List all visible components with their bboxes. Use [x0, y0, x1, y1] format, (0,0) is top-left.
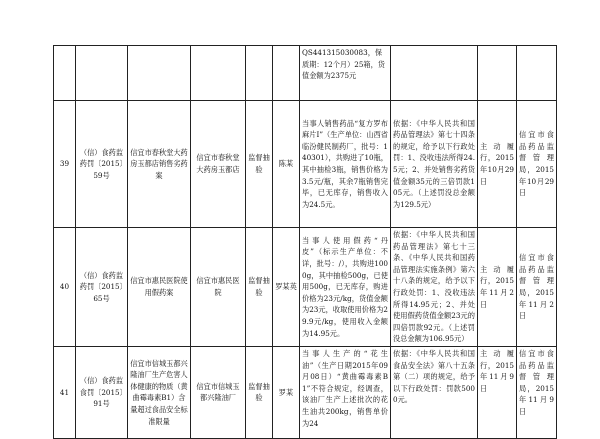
handler-text: 罗某英	[275, 282, 297, 292]
facts-cell	[300, 101, 391, 228]
handler-text: 陈某	[278, 159, 294, 169]
status-cell	[478, 46, 517, 101]
doc-no-cell	[76, 46, 128, 101]
status-cell	[478, 228, 517, 347]
dept-text: 监督抽验	[248, 276, 270, 297]
decider-text: 信宜市食品药品监督管理局，2015年10月29日	[519, 130, 554, 198]
facts-text: QS441315030083，保质期：12个月）25箱，货值金额为2375元	[302, 48, 385, 81]
handler-text: 罗某	[278, 387, 294, 397]
case-name-text: 信宜市信城玉都兴隆油厂生产危害人体健康的物质（黄曲霉毒素B1）含量超过食品安全标准限量	[130, 358, 188, 426]
status-text: 主动履行，2015年11月9日	[480, 348, 514, 393]
case-name-text: 信宜市惠民医院使用假药案	[130, 276, 188, 297]
facts-text: 当事人销售药品“复方罗布麻片Ⅰ”（生产单位：山西省临汾健民制药厂，批号：140301），共购进了10瓶，其中抽检3瓶，销售价格为3.5元/瓶，其余7瓶销售完毕，已无库存，销售收入为24.5元。	[302, 118, 388, 209]
party-text: 信宜市春秋堂大药房玉都店	[196, 153, 240, 174]
dept-cell	[246, 346, 273, 438]
party-cell	[191, 346, 246, 438]
handler-cell	[273, 346, 300, 438]
table-row	[54, 346, 557, 438]
doc-no-text: （信）食药监食罚〔2015〕91号	[79, 376, 124, 409]
status-cell	[478, 346, 517, 438]
decider-cell	[517, 101, 557, 228]
case-name-cell	[128, 228, 191, 347]
party-cell	[191, 46, 246, 101]
index-cell	[54, 228, 76, 347]
case-name-text: 信宜市春秋堂大药房玉都店销售劣药案	[130, 147, 188, 180]
index-text: 39	[59, 159, 70, 169]
handler-cell	[273, 46, 300, 101]
dept-cell	[246, 101, 273, 228]
basis-text: 依据：《中华人民共和国食品安全法》第八十五条第（二）项的规定，给予以下行政处罚：罚款5000元。	[393, 348, 475, 405]
facts-cell	[300, 228, 391, 347]
decider-cell	[517, 228, 557, 347]
basis-cell	[391, 346, 478, 438]
index-cell	[54, 46, 76, 101]
status-text: 主动履行，2015年11月2日	[480, 264, 514, 309]
basis-text: 依据：《中华人民共和国药品管理法》第七十三条、《中华人民共和国药品管理法实施条例》第六十八条的规定，给予以下行政处罚：1、没收违法所得14.95元；2、并处使用假药货值金额23元的四倍罚款92元。（上述罚没总金额为106.95元）	[393, 230, 475, 344]
index-cell	[54, 101, 76, 228]
facts-text: 当事人使用假药“丹皮”（标示生产单位：不详，批号：/），共购进1000g，其中抽检500g，已使用500g，已无库存，购进价格为23元/kg，货值金额为23元，收取使用价格为29.9元/kg，使用收入金额为14.95元。	[302, 235, 388, 338]
dept-text: 监督抽验	[248, 153, 270, 174]
index-text: 40	[59, 282, 70, 292]
doc-no-cell	[76, 228, 128, 347]
party-cell	[191, 228, 246, 347]
index-text: 41	[59, 387, 70, 397]
case-name-cell	[128, 46, 191, 101]
facts-cell	[300, 46, 391, 101]
doc-no-cell	[76, 346, 128, 438]
handler-cell	[273, 228, 300, 347]
status-cell	[478, 101, 517, 228]
table-row	[54, 101, 557, 228]
basis-text: 依据：《中华人民共和国药品管理法》第七十四条的规定，给予以下行政处罚：1、没收违法所得24.5元；2、并处销售劣药货值金额35元的三倍罚款105元。（上述罚没总金额为129.5元）	[393, 118, 475, 209]
dept-text: 监督抽验	[248, 381, 270, 403]
doc-no-cell	[76, 101, 128, 228]
decider-text: 信宜市食品药品监督管理局，2015年11月2日	[519, 253, 554, 321]
dept-cell	[246, 46, 273, 101]
decider-cell	[517, 46, 557, 101]
doc-no-text: （信）食药监药罚〔2015〕59号	[79, 147, 124, 180]
table-row	[54, 46, 557, 101]
basis-cell	[391, 46, 478, 101]
party-cell	[191, 101, 246, 228]
facts-cell	[300, 346, 391, 438]
party-text: 信宜市信城玉都兴隆油厂	[196, 381, 240, 403]
facts-text: 当事人生产的“花生油”（生产日期2015年09月08日）“黄曲霉毒素B1”不符合规定，经调查，该油厂生产上述批次的花生油共200kg，销售单价为24	[302, 348, 388, 428]
handler-cell	[273, 101, 300, 228]
basis-cell	[391, 101, 478, 228]
case-name-cell	[128, 346, 191, 438]
doc-no-text: （信）食药监药罚〔2015〕65号	[79, 270, 124, 303]
penalty-table	[53, 45, 557, 439]
dept-cell	[246, 228, 273, 347]
case-name-cell	[128, 101, 191, 228]
table-row	[54, 228, 557, 347]
basis-cell	[391, 228, 478, 347]
index-cell	[54, 346, 76, 438]
party-text: 信宜市惠民医院	[196, 276, 240, 297]
decider-cell	[517, 346, 557, 438]
status-text: 主动履行，2015年10月29日	[480, 141, 514, 186]
decider-text: 信宜市食品药品监督管理局，2015年11月9日	[519, 348, 554, 416]
